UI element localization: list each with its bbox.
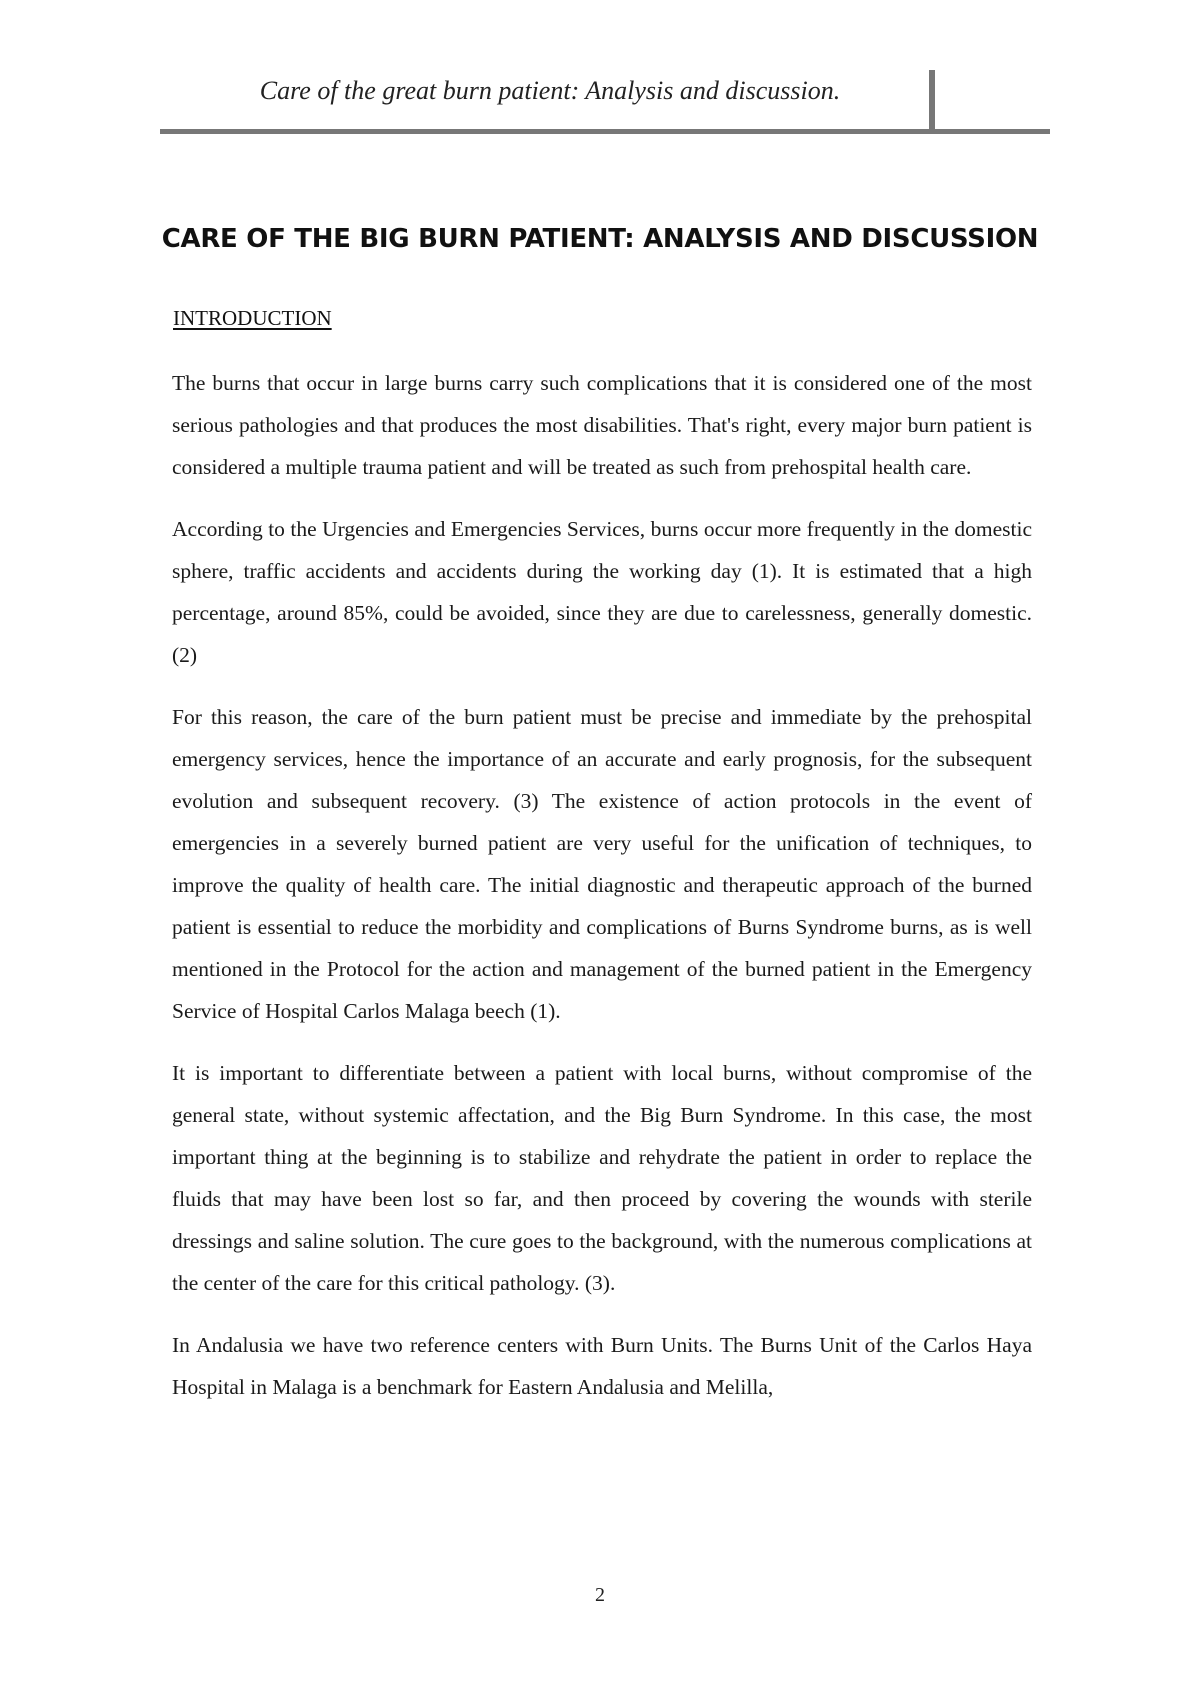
page-number: 2 — [595, 1584, 605, 1606]
body-text — [172, 362, 1032, 1428]
paragraph: The burns that occur in large burns carry such complications that it is considered one of the most serious pathologies and that produces the most disabilities. That's right, every major burn patient is considered a multiple trauma patient and will be treated as such from prehospital health care. — [172, 371, 1032, 479]
header-horizontal-rule — [160, 129, 1050, 134]
paragraph: In Andalusia we have two reference centers with Burn Units. The Burns Unit of the Carlos Haya Hospital in Malaga is a benchmark for Eastern Andalusia and Melilla, — [172, 1333, 1032, 1399]
document-title: CARE OF THE BIG BURN PATIENT: ANALYSIS AND DISCUSSION — [161, 224, 1039, 254]
section-heading-introduction: INTRODUCTION — [173, 306, 332, 330]
paragraph: For this reason, the care of the burn patient must be precise and immediate by the prehospital emergency services, hence the importance of an accurate and early prognosis, for the subsequent evolution and subsequent recovery. (3) The existence of action protocols in the event of emergencies in a severely burned patient are very useful for the unification of techniques, to improve the quality of health care. The initial diagnostic and therapeutic approach of the burned patient is essential to reduce the morbidity and complications of Burns Syndrome burns, as is well mentioned in the Protocol for the action and management of the burned patient in the Emergency Service of Hospital Carlos Malaga beech (1). — [172, 705, 1032, 1023]
paragraph: It is important to differentiate between a patient with local burns, without compromise of the general state, without systemic affectation, and the Big Burn Syndrome. In this case, the most important thing at the beginning is to stabilize and rehydrate the patient in order to replace the fluids that may have been lost so far, and then proceed by covering the wounds with sterile dressings and saline solution. The cure goes to the background, with the numerous complications at the center of the care for this critical pathology. (3). — [172, 1061, 1032, 1295]
header-vertical-rule — [929, 70, 935, 132]
running-header: Care of the great burn patient: Analysis and discussion. — [259, 76, 841, 105]
paragraph: According to the Urgencies and Emergencies Services, burns occur more frequently in the domestic sphere, traffic accidents and accidents during the working day (1). It is estimated that a high percentage, around 85%, could be avoided, since they are due to carelessness, generally domestic. (2) — [172, 517, 1032, 667]
